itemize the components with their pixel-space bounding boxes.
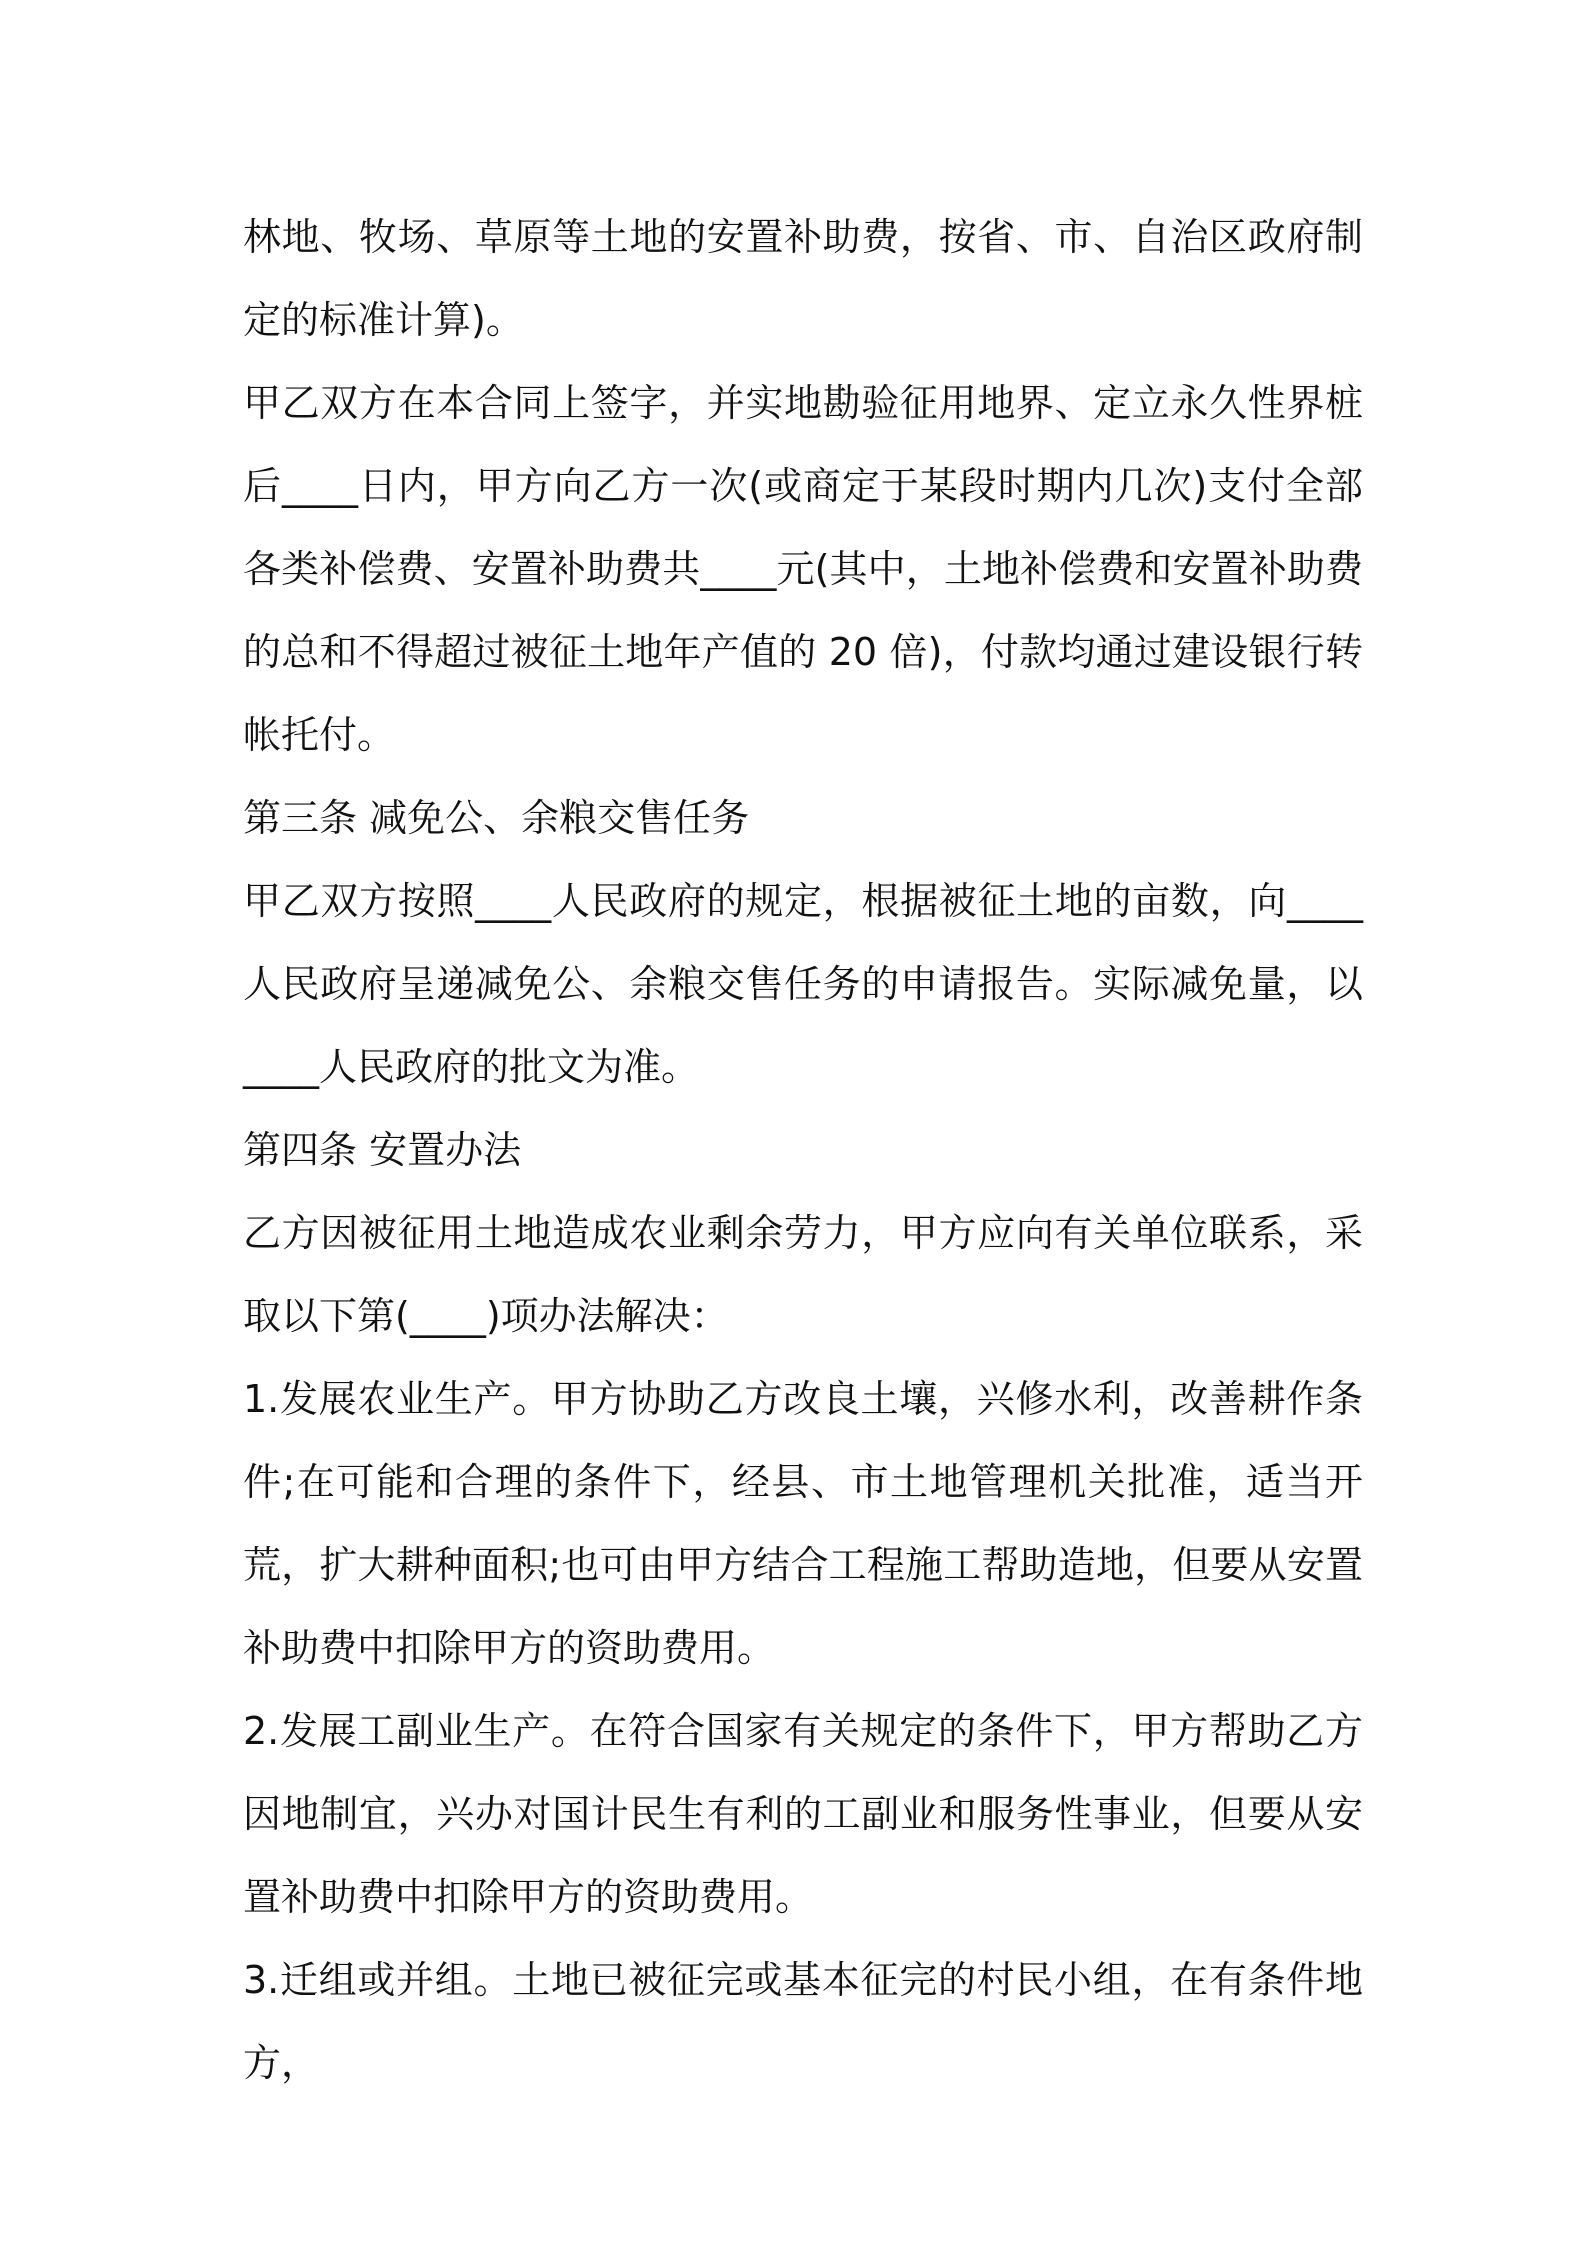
list-item-sideline-industry: 2.发展工副业生产。在符合国家有关规定的条件下，甲方帮助乙方因地制宜，兴办对国计民生有利的工副业和服务性事业，但要从安置补助费中扣除甲方的资助费用。 — [243, 1709, 1363, 1919]
list-item-agriculture: 1.发展农业生产。甲方协助乙方改良土壤，兴修水利，改善耕作条件;在可能和合理的条件下，经县、市土地管理机关批准，适当开荒，扩大耕种面积;也可由甲方结合工程施工帮助造地，但要从安置补助费中扣除甲方的资助费用。 — [243, 1377, 1363, 1670]
paragraph-resettlement-standard: 林地、牧场、草原等土地的安置补助费，按省、市、自治区政府制定的标准计算)。 — [243, 215, 1363, 342]
article-3-heading: 第三条 减免公、余粮交售任务 — [243, 796, 750, 840]
paragraph-payment-terms: 甲乙双方在本合同上签字，并实地勘验征用地界、定立永久性界桩后____日内，甲方向乙方一次(或商定于某段时期内几次)支付全部各类补偿费、安置补助费共____元(其中，土地补偿费和安置补助费的总和不得超过被征土地年产值的 20 倍)，付款均通过建设银行转帐托付。 — [243, 381, 1363, 757]
paragraph-surplus-labor: 乙方因被征用土地造成农业剩余劳力，甲方应向有关单位联系，采取以下第(____)项办法解决： — [243, 1211, 1363, 1338]
list-item-group-merge: 3.迁组或并组。土地已被征完或基本征完的村民小组，在有条件地方， — [243, 1958, 1363, 2085]
document-body — [243, 196, 1363, 2105]
article-4-heading: 第四条 安置办法 — [243, 1128, 522, 1172]
paragraph-grain-quota-reduction: 甲乙双方按照____人民政府的规定，根据被征土地的亩数，向____人民政府呈递减免公、余粮交售任务的申请报告。实际减免量，以____人民政府的批文为准。 — [243, 879, 1363, 1089]
